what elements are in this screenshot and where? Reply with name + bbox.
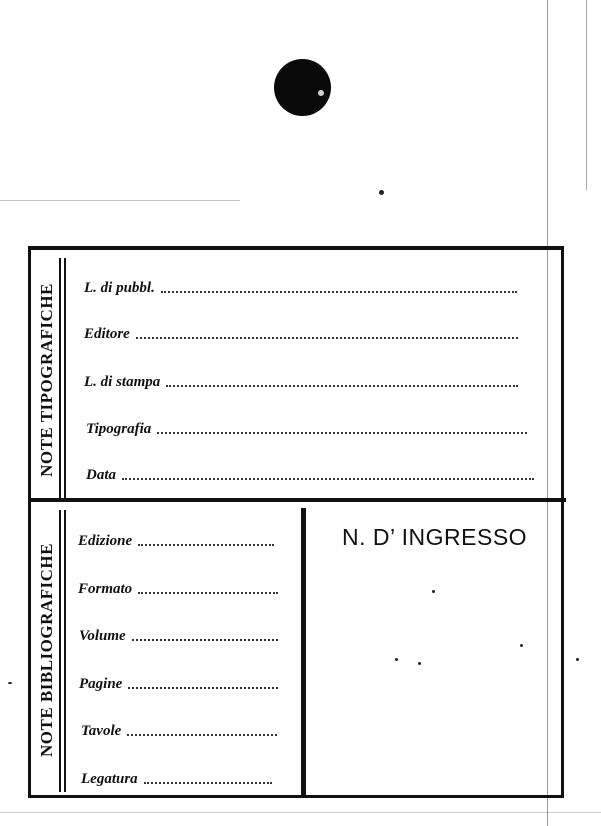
field-legatura — [81, 771, 272, 788]
field-formato — [78, 581, 278, 598]
ink-speck — [418, 662, 421, 665]
ink-speck — [395, 658, 398, 661]
fill-line[interactable] — [136, 337, 518, 339]
bibliografiche-divider — [59, 510, 61, 792]
field-pagine — [79, 676, 278, 693]
fill-line[interactable] — [144, 782, 272, 784]
field-label: Pagine — [79, 676, 123, 692]
fill-line[interactable] — [138, 544, 274, 546]
numero-ingresso-label: N. D’ INGRESSO — [342, 524, 528, 550]
field-label: Editore — [84, 326, 130, 342]
field-label: Edizione — [78, 533, 133, 549]
tipografiche-divider — [59, 258, 61, 498]
field-edizione — [78, 533, 274, 550]
punch-hole-glint — [318, 90, 324, 96]
field-label: Tipografia — [86, 421, 152, 437]
fill-line[interactable] — [128, 687, 278, 689]
fill-line[interactable] — [157, 432, 527, 434]
scan-artifact-line-bottom — [0, 812, 601, 813]
fill-line[interactable] — [138, 592, 278, 594]
ink-speck — [576, 658, 579, 661]
field-editore — [84, 326, 518, 343]
field-label: L. di stampa — [84, 374, 161, 390]
field-volume — [79, 628, 278, 645]
ingresso-divider — [301, 508, 306, 798]
fill-line[interactable] — [127, 734, 277, 736]
fill-line[interactable] — [166, 385, 518, 387]
ink-speck — [520, 644, 523, 647]
fill-line[interactable] — [132, 639, 278, 641]
ink-speck — [379, 190, 384, 195]
tipografiche-title: NOTE TIPOGRAFICHE — [37, 283, 56, 477]
section-separator — [28, 498, 566, 502]
field-label: Data — [86, 467, 116, 483]
scan-edge-line-right — [586, 0, 587, 190]
field-data — [86, 467, 534, 484]
field-label: Legatura — [81, 771, 138, 787]
tipografiche-divider-inner — [64, 258, 66, 498]
bibliografiche-divider-inner — [64, 510, 66, 792]
field-label: Volume — [79, 628, 126, 644]
bibliografiche-title: NOTE BIBLIOGRAFICHE — [37, 543, 56, 758]
field-luogo-pubblicazione — [84, 280, 517, 297]
ink-speck — [8, 682, 12, 684]
field-label: Formato — [78, 581, 133, 597]
field-tavole — [81, 723, 277, 740]
punch-hole — [274, 59, 331, 116]
fill-line[interactable] — [161, 291, 517, 293]
field-label: L. di pubbl. — [84, 280, 155, 296]
field-label: Tavole — [81, 723, 122, 739]
field-tipografia — [86, 421, 527, 438]
field-luogo-stampa — [84, 374, 518, 391]
ink-speck — [432, 590, 435, 593]
scan-artifact-line — [0, 200, 240, 201]
fill-line[interactable] — [122, 478, 534, 480]
